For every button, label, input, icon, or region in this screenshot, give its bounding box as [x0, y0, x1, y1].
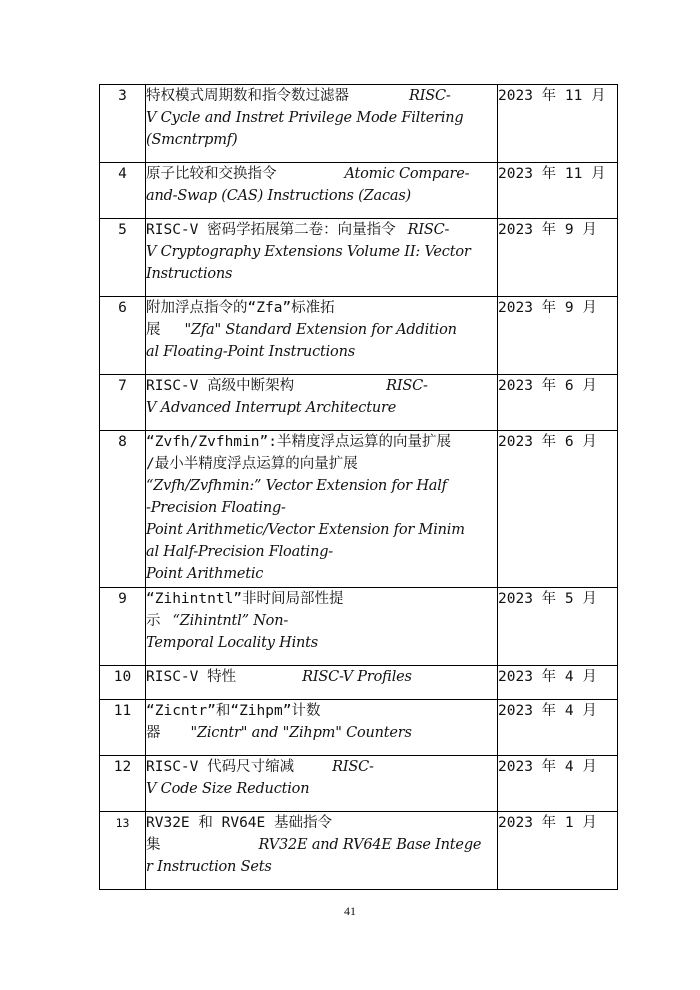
english-title: al Half-Precision Floating- — [146, 544, 334, 560]
title-line — [146, 666, 497, 688]
row-number: 6 — [100, 297, 146, 375]
title-line — [146, 107, 497, 129]
release-date: 2023 年 6 月 — [498, 375, 618, 431]
title-line — [146, 497, 497, 519]
title-line — [146, 297, 497, 319]
chinese-title: 展 — [146, 322, 161, 338]
page-number: 41 — [344, 904, 356, 918]
row-number: 9 — [100, 588, 146, 666]
english-title: RISC-V Profiles — [302, 669, 412, 685]
release-date: 2023 年 11 月 — [498, 85, 618, 163]
chinese-title: 附加浮点指令的“Zfa”标准拓 — [146, 300, 335, 316]
title-line — [146, 700, 497, 722]
table-row — [100, 588, 618, 666]
spec-title-cell — [146, 163, 498, 219]
release-date: 2023 年 4 月 — [498, 700, 618, 756]
english-title: “Zvfh/Zvfhmin:” Vector Extension for Half — [146, 478, 447, 494]
chinese-title: 器 — [146, 725, 161, 741]
title-line — [146, 519, 497, 541]
english-title: V Advanced Interrupt Architecture — [146, 400, 397, 416]
spec-title-cell — [146, 375, 498, 431]
release-date: 2023 年 6 月 — [498, 431, 618, 588]
table-row — [100, 375, 618, 431]
row-number: 5 — [100, 219, 146, 297]
title-line — [146, 375, 497, 397]
row-number: 7 — [100, 375, 146, 431]
table-row — [100, 666, 618, 700]
english-title: RISC- — [409, 88, 451, 104]
title-line — [146, 241, 497, 263]
english-title: RV32E and RV64E Base Intege — [258, 837, 482, 853]
english-title: (Smcntrpmf) — [146, 132, 238, 148]
release-date: 2023 年 5 月 — [498, 588, 618, 666]
row-number: 12 — [100, 756, 146, 812]
spec-title-cell — [146, 219, 498, 297]
chinese-title: “Zicntr”和“Zihpm”计数 — [146, 703, 321, 719]
title-line — [146, 85, 497, 107]
chinese-title: RV32E 和 RV64E 基础指令 — [146, 815, 332, 831]
title-line — [146, 632, 497, 654]
english-title: RISC- — [332, 759, 374, 775]
title-line — [146, 341, 497, 363]
chinese-title: 集 — [146, 837, 161, 853]
title-line — [146, 475, 497, 497]
english-title: V Cryptography Extensions Volume II: Vector — [146, 244, 471, 260]
title-line — [146, 856, 497, 878]
chinese-title: “Zvfh/Zvfhmin”:半精度浮点运算的向量扩展 — [146, 434, 451, 450]
spec-table — [99, 84, 618, 890]
chinese-title: “Zihintntl”非时间局部性提 — [146, 591, 344, 607]
title-line — [146, 722, 497, 744]
english-title: V Code Size Reduction — [146, 781, 310, 797]
chinese-title: RISC-V 特性 — [146, 669, 237, 685]
english-title: RISC- — [407, 222, 450, 238]
english-title: Temporal Locality Hints — [146, 635, 319, 651]
table-row — [100, 700, 618, 756]
table-row — [100, 297, 618, 375]
english-title: -Precision Floating- — [146, 500, 286, 516]
spec-title-cell — [146, 588, 498, 666]
release-date: 2023 年 11 月 — [498, 163, 618, 219]
row-number: 13 — [100, 812, 146, 890]
english-title: r Instruction Sets — [146, 859, 272, 875]
english-title: Atomic Compare- — [344, 166, 470, 182]
english-title: "Zfa" Standard Extension for Addition — [184, 322, 457, 338]
title-line — [146, 610, 497, 632]
title-line — [146, 163, 497, 185]
row-number: 11 — [100, 700, 146, 756]
spec-title-cell — [146, 756, 498, 812]
title-line — [146, 219, 497, 241]
english-title: and-Swap (CAS) Instructions (Zacas) — [146, 188, 412, 204]
spec-table-body — [100, 85, 618, 890]
title-line — [146, 834, 497, 856]
title-line — [146, 185, 497, 207]
title-line — [146, 397, 497, 419]
row-number: 4 — [100, 163, 146, 219]
table-row — [100, 85, 618, 163]
chinese-title: RISC-V 高级中断架构 — [146, 378, 295, 394]
title-line — [146, 319, 497, 341]
release-date: 2023 年 9 月 — [498, 297, 618, 375]
row-number: 10 — [100, 666, 146, 700]
english-title: “Zihintntl” Non- — [172, 613, 289, 629]
title-line — [146, 563, 497, 585]
spec-title-cell — [146, 700, 498, 756]
english-title: Point Arithmetic — [146, 566, 264, 582]
row-number: 3 — [100, 85, 146, 163]
release-date: 2023 年 4 月 — [498, 756, 618, 812]
english-title: RISC- — [386, 378, 428, 394]
table-row — [100, 756, 618, 812]
release-date: 2023 年 9 月 — [498, 219, 618, 297]
english-title: Point Arithmetic/Vector Extension for Minim — [146, 522, 465, 538]
spec-title-cell — [146, 431, 498, 588]
english-title: V Cycle and Instret Privilege Mode Filtering — [146, 110, 464, 126]
row-number: 8 — [100, 431, 146, 588]
title-line — [146, 453, 497, 475]
spec-title-cell — [146, 666, 498, 700]
english-title: "Zicntr" and "Zihpm" Counters — [190, 725, 412, 741]
spec-title-cell — [146, 85, 498, 163]
title-line — [146, 778, 497, 800]
table-row — [100, 219, 618, 297]
title-line — [146, 588, 497, 610]
spec-title-cell — [146, 297, 498, 375]
chinese-title: /最小半精度浮点运算的向量扩展 — [146, 456, 358, 472]
title-line — [146, 129, 497, 151]
title-line — [146, 812, 497, 834]
release-date: 2023 年 4 月 — [498, 666, 618, 700]
title-line — [146, 431, 497, 453]
table-row — [100, 812, 618, 890]
english-title: Instructions — [146, 266, 233, 282]
chinese-title: RISC-V 密码学拓展第二卷：向量指令 — [146, 222, 396, 238]
chinese-title: RISC-V 代码尺寸缩减 — [146, 759, 295, 775]
chinese-title: 特权模式周期数和指令数过滤器 — [146, 88, 349, 104]
spec-title-cell — [146, 812, 498, 890]
chinese-title: 示 — [146, 613, 161, 629]
title-line — [146, 263, 497, 285]
title-line — [146, 541, 497, 563]
table-row — [100, 431, 618, 588]
release-date: 2023 年 1 月 — [498, 812, 618, 890]
chinese-title: 原子比较和交换指令 — [146, 166, 277, 182]
title-line — [146, 756, 497, 778]
table-row — [100, 163, 618, 219]
english-title: al Floating-Point Instructions — [146, 344, 355, 360]
